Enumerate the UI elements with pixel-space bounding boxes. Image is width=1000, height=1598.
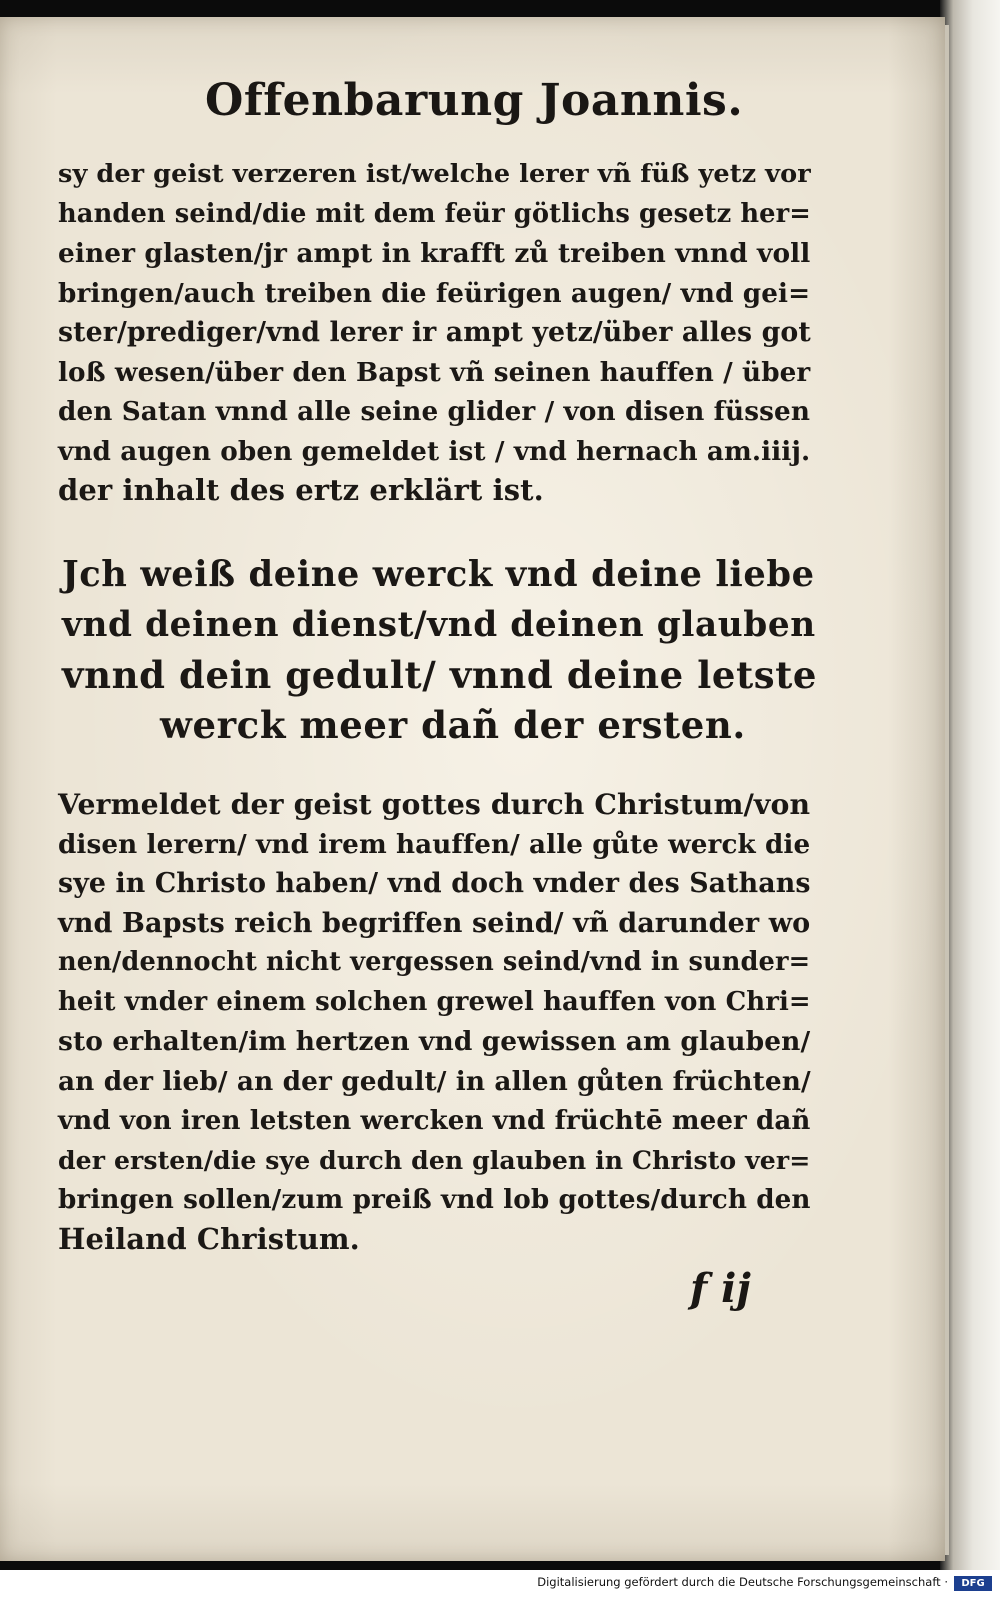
verse-line: werck meer dañ der ersten. [160, 703, 746, 747]
text-line: an der lieb/ an der gedult/ in allen gůten früchten/ [58, 1065, 811, 1097]
text-line: sto erhalten/im hertzen vnd gewissen am glauben/ [58, 1026, 811, 1057]
text-line: vnd augen oben gemeldet ist / vnd hernach am.iiij. [58, 435, 811, 467]
text-line: der ersten/die sye durch den glauben in Christo ver= [58, 1144, 811, 1175]
funding-credit: Digitalisierung gefördert durch die Deutsche Forschungsgemeinschaft · [537, 1575, 948, 1589]
text-line: der inhalt des ertz erklärt ist. [58, 473, 544, 507]
scripture-verse [62, 550, 822, 750]
text-line: den Satan vnnd alle seine glider / von disen füssen [58, 396, 811, 427]
paragraph-commentary-2 [58, 785, 818, 1259]
page-stack-edge [940, 0, 1000, 1570]
text-line: bringen/auch treiben die feürigen augen/ vnd gei= [58, 277, 811, 309]
verse-line: Jch weiß deine werck vnd deine liebe [62, 554, 815, 595]
text-line: nen/dennocht nicht vergessen seind/vnd in sunder= [58, 947, 811, 977]
text-line: vnd Bapsts reich begriffen seind/ vñ darunder wo [58, 907, 811, 939]
text-line: heit vnder einem solchen grewel hauffen von Chri= [58, 986, 811, 1017]
text-line: einer glasten/jr ampt in krafft zů treiben vnnd voll [58, 238, 811, 269]
funding-footer [0, 1570, 1000, 1598]
text-line: sy der geist verzeren ist/welche lerer vñ füß yetz vor [58, 159, 811, 189]
text-line: bringen sollen/zum preiß vnd lob gottes/durch den [58, 1184, 811, 1215]
paragraph-commentary-1 [58, 155, 818, 511]
verse-line: vnd deinen dienst/vnd deinen glauben [62, 605, 816, 645]
text-line: handen seind/die mit dem feür götlichs gesetz her= [58, 198, 811, 229]
text-line: disen lerern/ vnd irem hauffen/ alle gůte werck die [58, 828, 811, 860]
page-edge [945, 25, 949, 1555]
text-line: sye in Christo haben/ vnd doch vnder des Sathans [58, 868, 811, 899]
text-line: loß wesen/über den Bapst vñ seinen hauffen / über [58, 356, 811, 388]
text-line: Vermeldet der geist gottes durch Christum/von [58, 787, 811, 821]
text-line: vnd von iren letsten wercken vnd früchtē meer dañ [58, 1105, 811, 1136]
verse-line: vnnd dein gedult/ vnnd deine letste [62, 653, 818, 697]
signature-mark: f ij [690, 1265, 751, 1312]
text-line: ster/prediger/vnd lerer ir ampt yetz/über alles got [58, 317, 811, 348]
dfg-logo: DFG [954, 1576, 992, 1591]
text-line: Heiland Christum. [58, 1221, 360, 1256]
running-header: Offenbarung Joannis. [205, 75, 744, 126]
